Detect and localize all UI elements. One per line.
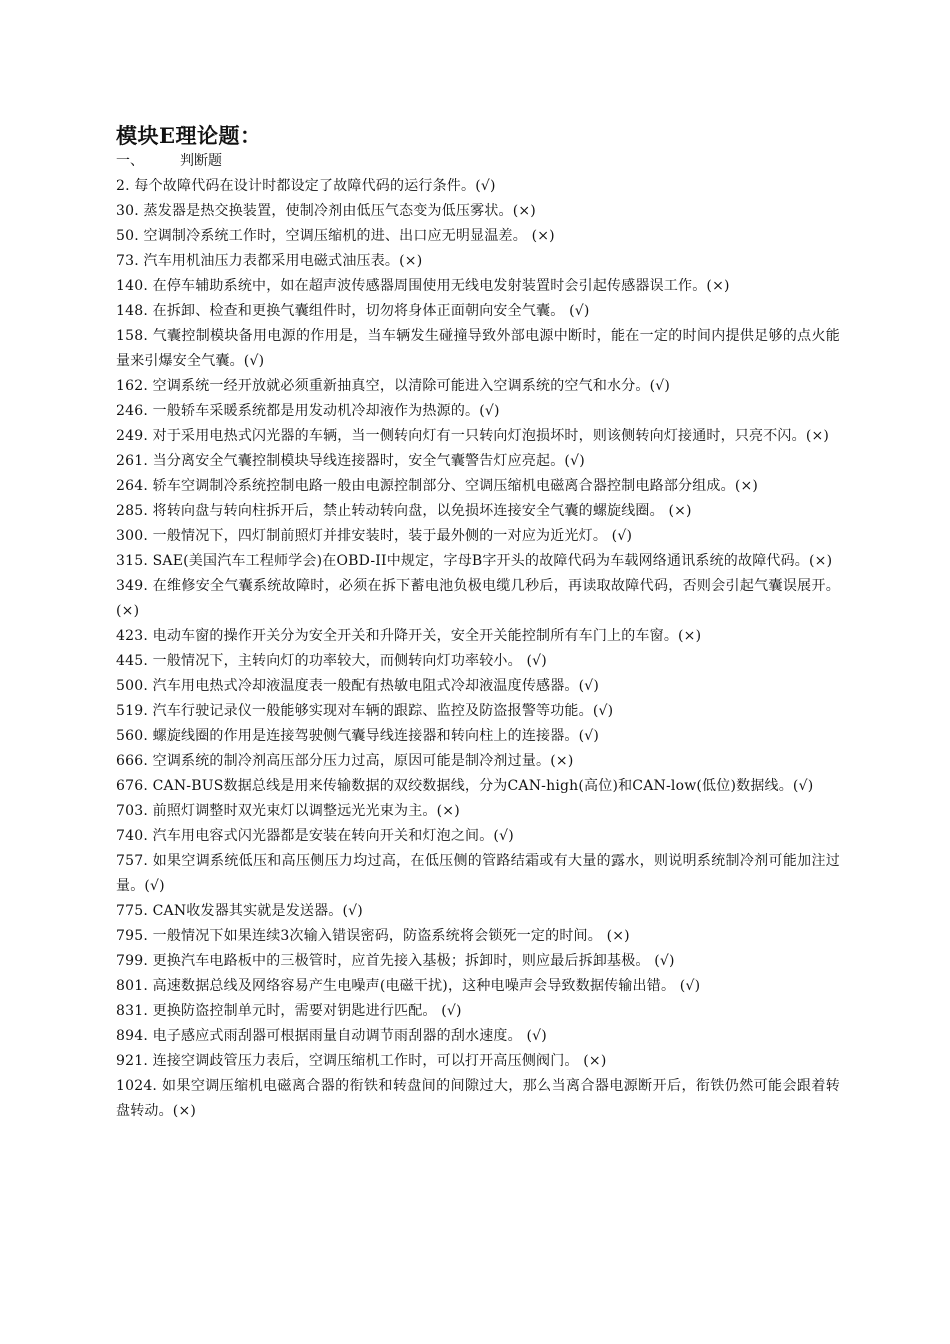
question-item: 246. 一般轿车采暖系统都是用发动机冷却液作为热源的。(√) <box>116 403 500 419</box>
question-item: 795. 一般情况下如果连续3次输入错误密码，防盗系统将会锁死一定的时间。 (×) <box>116 928 630 944</box>
question-item: 831. 更换防盗控制单元时，需要对钥匙进行匹配。 (√) <box>116 1003 462 1019</box>
section-heading <box>116 150 840 172</box>
question-item: 158. 气囊控制模块备用电源的作用是，当车辆发生碰撞导致外部电源中断时，能在一定的时间内提供足够的点火能量来引爆安全气囊。(√) <box>116 328 840 369</box>
question-item: 801. 高速数据总线及网络容易产生电噪声(电磁干扰)，这种电噪声会导致数据传输出错。 (√) <box>116 978 701 994</box>
question-item: 30. 蒸发器是热交换装置，使制冷剂由低压气态变为低压雾状。(×) <box>116 203 536 219</box>
question-item: 894. 电子感应式雨刮器可根据雨量自动调节雨刮器的刮水速度。 (√) <box>116 1028 547 1044</box>
question-list <box>116 174 840 1124</box>
question-item: 264. 轿车空调制冷系统控制电路一般由电源控制部分、空调压缩机电磁离合器控制电路部分组成。(×) <box>116 478 759 494</box>
question-item: 775. CAN收发器其实就是发送器。(√) <box>116 903 363 919</box>
section-label: 判断题 <box>180 153 222 169</box>
question-item: 666. 空调系统的制冷剂高压部分压力过高，原因可能是制冷剂过量。(×) <box>116 753 574 769</box>
question-item: 140. 在停车辅助系统中，如在超声波传感器周围使用无线电发射装置时会引起传感器误工作。(×) <box>116 278 730 294</box>
question-item: 349. 在维修安全气囊系统故障时，必须在拆下蓄电池负极电缆几秒后，再读取故障代码，否则会引起气囊误展开。(×) <box>116 578 840 619</box>
question-item: 2. 每个故障代码在设计时都设定了故障代码的运行条件。(√) <box>116 178 496 194</box>
question-item: 300. 一般情况下，四灯制前照灯并排安装时，装于最外侧的一对应为近光灯。 (√) <box>116 528 633 544</box>
section-number: 一、 <box>116 153 144 169</box>
question-item: 560. 螺旋线圈的作用是连接驾驶侧气囊导线连接器和转向柱上的连接器。(√) <box>116 728 600 744</box>
question-item: 315. SAE(美国汽车工程师学会)在OBD-II中规定，字母B字开头的故障代码为车载网络通讯系统的故障代码。(×) <box>116 553 833 569</box>
question-item: 423. 电动车窗的操作开关分为安全开关和升降开关，安全开关能控制所有车门上的车窗。(×) <box>116 628 702 644</box>
document-content <box>116 122 840 1124</box>
question-item: 445. 一般情况下，主转向灯的功率较大，而侧转向灯功率较小。 (√) <box>116 653 547 669</box>
question-item: 500. 汽车用电热式冷却液温度表一般配有热敏电阻式冷却液温度传感器。(√) <box>116 678 600 694</box>
question-item: 799. 更换汽车电路板中的三极管时，应首先接入基极；拆卸时，则应最后拆卸基极。 (√) <box>116 953 675 969</box>
question-item: 249. 对于采用电热式闪光器的车辆，当一侧转向灯有一只转向灯泡损坏时，则该侧转向灯接通时，只亮不闪。(×) <box>116 428 830 444</box>
question-item: 676. CAN-BUS数据总线是用来传输数据的双绞数据线，分为CAN-high(高位)和CAN-low(低位)数据线。(√) <box>116 778 814 794</box>
question-item: 740. 汽车用电容式闪光器都是安装在转向开关和灯泡之间。(√) <box>116 828 514 844</box>
question-item: 148. 在拆卸、检查和更换气囊组件时，切勿将身体正面朝向安全气囊。 (√) <box>116 303 590 319</box>
question-item: 261. 当分离安全气囊控制模块导线连接器时，安全气囊警告灯应亮起。(√) <box>116 453 585 469</box>
question-item: 73. 汽车用机油压力表都采用电磁式油压表。(×) <box>116 253 423 269</box>
question-item: 703. 前照灯调整时双光束灯以调整远光光束为主。(×) <box>116 803 460 819</box>
question-item: 50. 空调制冷系统工作时，空调压缩机的进、出口应无明显温差。 (×) <box>116 228 555 244</box>
question-item: 1024. 如果空调压缩机电磁离合器的衔铁和转盘间的间隙过大，那么当离合器电源断开后，衔铁仍然可能会跟着转盘转动。(×) <box>116 1078 840 1119</box>
question-item: 921. 连接空调歧管压力表后，空调压缩机工作时，可以打开高压侧阀门。 (×) <box>116 1053 607 1069</box>
document-title: 模块E理论题： <box>116 123 262 148</box>
question-item: 519. 汽车行驶记录仪一般能够实现对车辆的跟踪、监控及防盗报警等功能。(√) <box>116 703 614 719</box>
question-item: 162. 空调系统一经开放就必须重新抽真空，以清除可能进入空调系统的空气和水分。(√) <box>116 378 671 394</box>
question-item: 757. 如果空调系统低压和高压侧压力均过高，在低压侧的管路结霜或有大量的露水，则说明系统制冷剂可能加注过量。(√) <box>116 853 840 894</box>
question-item: 285. 将转向盘与转向柱拆开后，禁止转动转向盘，以免损坏连接安全气囊的螺旋线圈。 (×) <box>116 503 692 519</box>
